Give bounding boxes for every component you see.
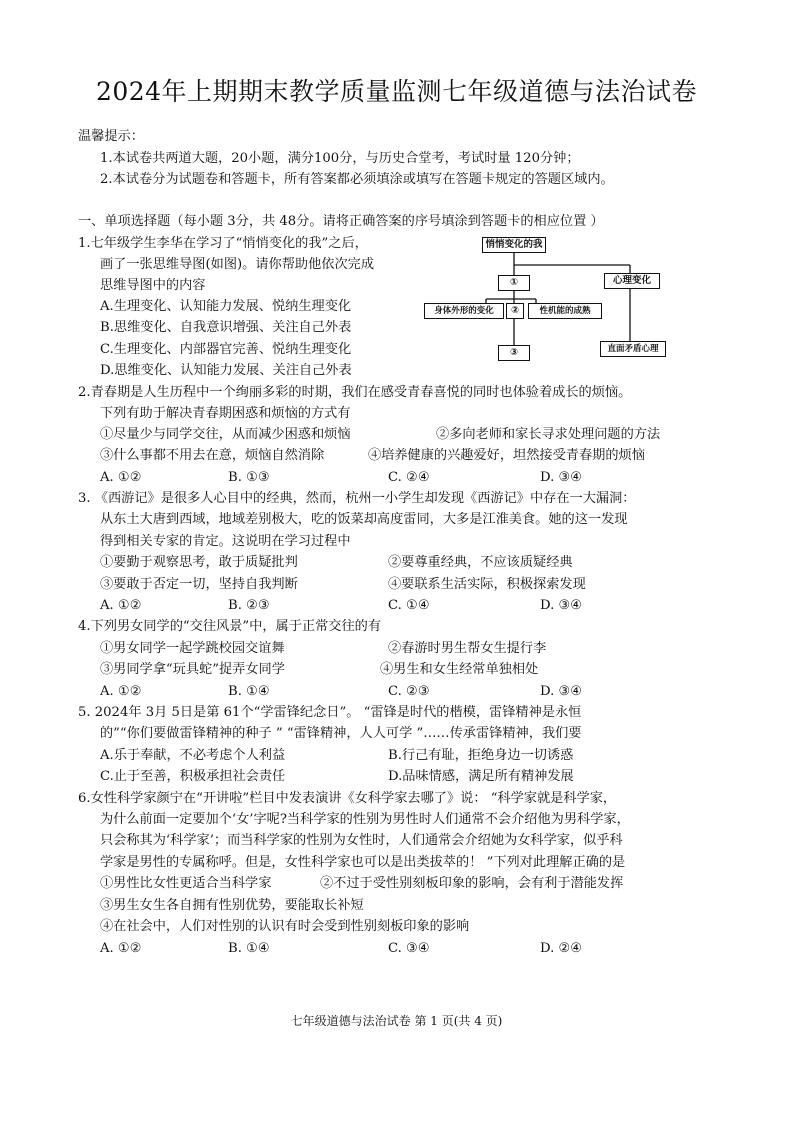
q5-stem-line-2: 的”“你们要做雷锋精神的种子 ” “雷锋精神，人人可学 ”……传承雷锋精神，我们要 bbox=[100, 726, 582, 741]
q3-stem-line-2: 从东土大唐到西域，地域差别极大，吃的饭菜却高度雷同，大多是江淮美食。她的这一发现 bbox=[100, 512, 628, 527]
diagram-node-3: ③ bbox=[498, 345, 530, 361]
diagram-node-2: ② bbox=[506, 303, 524, 319]
diagram-func-node: 性机能的成熟 bbox=[528, 303, 602, 319]
q3-stem-line-3: 得到相关专家的肯定。这说明在学习过程中 bbox=[100, 534, 351, 549]
mind-map-diagram bbox=[422, 233, 674, 363]
q3-option-c: C. ①④ bbox=[388, 598, 430, 613]
q4-option-c: C. ②③ bbox=[388, 684, 430, 699]
q2-stem-line-1: 2.青春期是人生历程中一个绚丽多彩的时期，我们在感受青春喜悦的同时也体验着成长的烦恼。 bbox=[78, 385, 632, 400]
q1-option-a: A.生理变化、认知能力发展、悦纳生理变化 bbox=[100, 299, 352, 314]
q6-stem-line-1: 6.女性科学家颜宁在“开讲啦”栏目中发表演讲《女科学家去哪了》说： “科学家就是科学家， bbox=[78, 791, 617, 806]
q6-statement-1: ①男性比女性更适合当科学家 bbox=[100, 876, 272, 891]
q4-option-a: A. ①② bbox=[100, 684, 142, 699]
q2-option-c: C. ②④ bbox=[388, 470, 430, 485]
page-footer: 七年级道德与法治试卷 第 1 页(共 4 页) bbox=[290, 1014, 503, 1028]
q4-statement-1: ①男女同学一起学跳校园交谊舞 bbox=[100, 641, 285, 656]
q3-option-b: B. ②③ bbox=[228, 598, 270, 613]
q6-statement-2: ②不过于受性别刻板印象的影响，会有利于潜能发挥 bbox=[320, 876, 624, 891]
q1-stem-line-1: 1.七年级学生李华在学习了“悄悄变化的我”之后， bbox=[78, 236, 368, 251]
q2-option-d: D. ③④ bbox=[540, 470, 583, 485]
q1-stem-line-2: 画了一张思维导图(如图)。请你帮助他依次完成 bbox=[100, 257, 375, 272]
q3-option-d: D. ③④ bbox=[540, 598, 583, 613]
diagram-root-node: 悄悄变化的我 bbox=[482, 237, 546, 253]
q3-stem-line-1: 3. 《西游记》是很多人心目中的经典，然而，杭州一小学生却发现《西游记》中存在一大漏洞： bbox=[78, 491, 636, 506]
diagram-node-1: ① bbox=[498, 275, 530, 291]
section-1-heading: 一、单项选择题（每小题 3分，共 48分。请将正确答案的序号填涂到答题卡的相应位置 ） bbox=[78, 214, 604, 229]
q6-stem-line-2: 为什么前面一定要加个‘女’字呢?当科学家的性别为男性时人们通常不会介绍他为男科学家， bbox=[100, 812, 630, 827]
q3-statement-2: ②要尊重经典，不应该质疑经典 bbox=[388, 555, 573, 570]
q6-option-c: C. ③④ bbox=[388, 941, 430, 956]
q1-stem-line-3: 思维导图中的内容 bbox=[100, 278, 206, 293]
q4-stem-line-1: 4.下列男女同学的“交往风景”中，属于正常交往的有 bbox=[78, 619, 382, 634]
q6-statement-3: ③男生女生各自拥有性别优势，要能取长补短 bbox=[100, 898, 364, 913]
q2-statement-1: ①尽量少与同学交往，从而减少困惑和烦恼 bbox=[100, 427, 351, 442]
q5-option-c: C.止于至善，积极承担社会责任 bbox=[100, 769, 286, 784]
q6-option-a: A. ①② bbox=[100, 941, 142, 956]
q2-stem-line-2: 下列有助于解决青春期困惑和烦恼的方式有 bbox=[100, 406, 351, 421]
notice-heading: 温馨提示： bbox=[78, 129, 144, 144]
q4-option-d: D. ③④ bbox=[540, 684, 583, 699]
q4-statement-2: ②春游时男生帮女生提行李 bbox=[388, 641, 547, 656]
q1-option-c: C.生理变化、内部器官完善、悦纳生理变化 bbox=[100, 342, 352, 357]
q3-statement-1: ①要勤于观察思考，敢于质疑批判 bbox=[100, 555, 298, 570]
diagram-face-node: 直面矛盾心理 bbox=[600, 341, 666, 357]
q6-option-d: D. ②④ bbox=[540, 941, 583, 956]
exam-title: 2024年上期期末教学质量监测七年级道德与法治试卷 bbox=[95, 77, 698, 106]
q5-option-b: B.行己有耻，拒绝身边一切诱惑 bbox=[388, 748, 574, 763]
q2-option-a: A. ①② bbox=[100, 470, 142, 485]
q3-statement-3: ③要敢于否定一切，坚持自我判断 bbox=[100, 577, 298, 592]
q1-option-d: D.思维变化、认知能力发展、关注自己外表 bbox=[100, 363, 352, 378]
diagram-psych-node: 心理变化 bbox=[604, 273, 660, 289]
q4-statement-3: ③男同学拿“玩具蛇”捉弄女同学 bbox=[100, 662, 285, 677]
q6-stem-line-3: 只会称其为‘科学家’；而当科学家的性别为女性时，人们通常会介绍她为女科学家，似乎科 bbox=[100, 833, 623, 848]
notice-item-2: 2.本试卷分为试题卷和答题卡，所有答案都必须填涂或填写在答题卡规定的答题区域内。 bbox=[100, 172, 614, 187]
q5-option-a: A.乐于奉献，不必考虑个人利益 bbox=[100, 748, 286, 763]
diagram-body-node: 身体外形的变化 bbox=[424, 303, 504, 319]
q6-statement-4: ④在社会中，人们对性别的认识有时会受到性别刻板印象的影响 bbox=[100, 919, 470, 934]
q5-stem-line-1: 5. 2024年 3月 5日是第 61个“学雷锋纪念日”。 “雷锋是时代的楷模，雷锋精神是永恒 bbox=[78, 705, 582, 720]
q3-option-a: A. ①② bbox=[100, 598, 142, 613]
q2-statement-4: ④培养健康的兴趣爱好，坦然接受青春期的烦恼 bbox=[368, 448, 645, 463]
notice-item-1: 1.本试卷共两道大题，20小题，满分100分，与历史合堂考，考试时量 120分钟； bbox=[100, 151, 580, 166]
q6-stem-line-4: 学家是男性的专属称呼。但是，女性科学家也可以是出类拔萃的！ ”下列对此理解正确的是 bbox=[100, 855, 626, 870]
q5-option-d: D.品味情感，满足所有精神发展 bbox=[388, 769, 574, 784]
q1-option-b: B.思维变化、自我意识增强、关注自己外表 bbox=[100, 320, 352, 335]
q3-statement-4: ④要联系生活实际，积极探索发现 bbox=[388, 577, 586, 592]
q2-option-b: B. ①③ bbox=[228, 470, 270, 485]
q6-option-b: B. ①④ bbox=[228, 941, 270, 956]
q2-statement-2: ②多向老师和家长寻求处理问题的方法 bbox=[436, 427, 661, 442]
q4-option-b: B. ①④ bbox=[228, 684, 270, 699]
q4-statement-4: ④男生和女生经常单独相处 bbox=[380, 662, 539, 677]
q2-statement-3: ③什么事都不用去在意，烦恼自然消除 bbox=[100, 448, 325, 463]
